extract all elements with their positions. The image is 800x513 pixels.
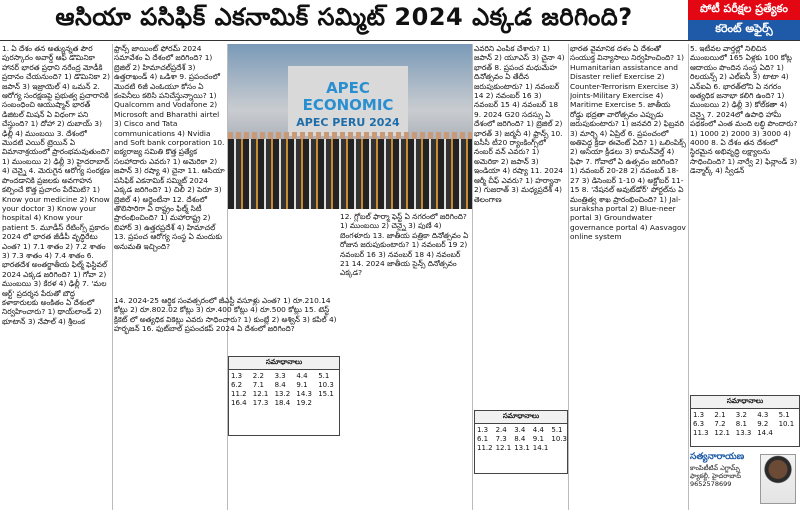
column-divider — [112, 44, 113, 510]
answer-item: 7.1 — [252, 381, 264, 389]
column-2-text: ఫ్రాన్స్ జాయింట్ ఫోరమ్ 2024 సమావేశం ఏ దేశంలో జరిగింది? 1) బ్రెజిల్ 2) హిమాచల్‌ప్రదేశ్ 3) ఉత్తరాఖండ్ 4) ఒడిశా 9. ప్రపంచంలో మొదటి 6జీ ఎంఓయూ కోసం ఏ కంపెనీలు కలిసి పనిచేస్తున్నాయి? 1) Qualcomm and Vodafone 2) Microsoft and Bharathi airtel 3) Cisco and Tata communications 4) Nvidia and Soft bank corporation 10. ఐక్యరాజ్య సమితి కొత్త ప్రత్యేక సలహాదారు ఎవరు? 1) అమెరికా 2) జపాన్ 3) రష్యా 4) చైనా 11. ఆసియా పసిఫిక్ ఎకనామిక్ సమ్మిట్ 2024 ఎక్కడ జరిగింది? 1) చిలీ 2) పెరూ 3) బ్రెజిల్ 4) అర్జెంటీనా 12. దేశంలో తొలిసారిగా ఏ రాష్ట్రం ఫిల్మ్ సిటీ ప్రారంభించింది? 1) మహారాష్ట్ర 2) బిహార్ 3) ఉత్తరప్రదేశ్ 4) హిమాచల్ 13. ప్రపంచ ఆరోగ్య సంస్థ ఏ మందుకు అనుమతి ఇచ్చింది? — [114, 44, 225, 251]
answer-item — [318, 399, 337, 407]
header-divider — [0, 40, 800, 41]
answer-item: 11.2 — [477, 444, 493, 452]
answer-item: 10.3 — [318, 381, 334, 389]
section-tag-primary: పోటీ పరీక్షల ప్రత్యేకం — [688, 0, 800, 20]
answer-item: 10.3 — [551, 435, 567, 443]
answers-box-2 — [474, 410, 568, 474]
answer-item: 10.1 — [778, 420, 795, 428]
answer-item: 18.4 — [274, 399, 291, 407]
answer-item: 13.1 — [514, 444, 530, 452]
banner-line2: ECONOMIC — [302, 96, 394, 114]
column-1-text: 1. ఏ దేశం తన అత్యున్నత పౌర పురస్కారం అవార్డ్ ఆఫ్ డొమినికా హానర్ భారత ప్రధాని నరేంద్ర మోడీకి ప్రదానం చేయనుంది? 1) డొమినికా 2) జపాన్ 3) ఇజ్రాయెల్ 4) ఒమన్ 2. ఆరోగ్య సంరక్షణపై ప్రభుత్వ ప్రచారానికి సంబంధించి ఆయుష్మాన్ భారత్ డిజిటల్ మిషన్ ఏ విధంగా పని చేస్తుంది? 1) దోహా 2) దుబాయ్ 3) ఢిల్లీ 4) ముంబయి 3. దేశంలో మొదటి ఎయిర్ ట్రెయిన్ ఏ విమానాశ్రయంలో ప్రారంభమవుతుంది? 1) ముంబయి 2) ఢిల్లీ 3) హైదరాబాద్ 4) చెన్నై 4. మెరుగైన ఆరోగ్య సంరక్షణ పొందడానికి ప్రజలకు అవగాహన కల్పించే కొత్త ప్రచారం పేరేమిటి? 1) Know your medicine 2) Know your doctor 3) Know your hospital 4) Know your patient 5. మూడీస్ రేటింగ్స్ ప్రకారం 2024 లో భారత జీడీపీ వృద్ధిరేటు ఎంత? 1) 7.1 శాతం 2) 7.2 శాతం 3) 7.3 శాతం 4) 7.4 శాతం 6. భారతదేశ అంతర్జాతీయ ఫిల్మ్ ఫెస్టివల్ 2024 ఎక్కడ జరిగింది? 1) గోవా 2) ముంబయి 3) కేరళ 4) ఢిల్లీ 7. 'మల ఆర్ట్' ప్రదర్శన పేరుతో బౌద్ధ కళాకారులకు అంకితం ఏ దేశంలో నిర్వహించారు? 1) థాయ్‌లాండ్ 2) భూటాన్ 3) నేపాల్ 4) శ్రీలంక — [2, 44, 110, 326]
answer-item: 15.1 — [318, 390, 334, 398]
answer-item: 1.3 — [477, 426, 489, 434]
answer-item: 9.2 — [757, 420, 769, 428]
column-2-lower-text: 14. 2024-25 ఆర్థిక సంవత్సరంలో జీఎస్టీ వసూళ్లు ఎంత? 1) రూ.210.14 కోట్లు 2) రూ.802.02 కోట్లు 3) రూ.400 కోట్లు 4) రూ.500 కోట్లు 15. టెస్ట్ క్రికెట్ లో అత్యధిక వికెట్లు ఎవరు సాధించారు? 1) కుంబ్లే 2) అశ్విన్ 3) కపిల్ 4) హర్భజన్ 16. ఫుట్‌బాల్ ప్రపంచకప్ 2024 ఏ దేశంలో జరిగింది? — [114, 296, 337, 334]
answer-item: 2.1 — [714, 411, 726, 419]
answer-item: 2.2 — [252, 372, 264, 380]
apec-banner — [288, 66, 408, 136]
answers-box-1 — [228, 356, 340, 436]
answer-item: 16.4 — [231, 399, 247, 407]
page-headline: ఆసియా పసిఫిక్ ఎకనామిక్ సమ్మిట్ 2024 ఎక్కడ జరిగింది? — [55, 3, 633, 31]
answer-item: 8.1 — [735, 420, 747, 428]
answer-item: 11.3 — [693, 429, 709, 437]
column-4-text: ఎవరిని ఎంపిక చేశారు? 1) జపాన్ 2) యూఎస్ 3) చైనా 4) భారత్ 8. ప్రపంచ మధుమేహ దినోత్సవం ఏ తేదీన జరుపుకుంటారు? 1) నవంబర్ 14 2) నవంబర్ 16 3) నవంబర్ 15 4) నవంబర్ 18 9. 2024 G20 సదస్సు ఏ దేశంలో జరిగింది? 1) బ్రెజిల్ 2) భారత్ 3) జర్మనీ 4) ఫ్రాన్స్ 10. ఐసీసీ టీ20 ర్యాంకింగ్స్‌లో నంబర్ వన్ ఎవరు? 1) అమెరికా 2) జపాన్ 3) ఇండియా 4) రష్యా 11. 2024 ఆర్మీ చీఫ్ ఎవరు? 1) హర్యానా 2) గుజరాత్ 3) మధ్యప్రదేశ్ 4) తెలంగాణ — [474, 44, 565, 204]
column-divider — [472, 44, 473, 510]
answer-item: 1.3 — [693, 411, 705, 419]
answer-item: 8.4 — [514, 435, 526, 443]
author-desc: కాంపిటీటివ్ ఎగ్జామ్స్ ఫ్యాకల్టీ, హైదరాబాద్ 9652578699 — [690, 464, 741, 488]
author-name: సత్యనారాయణ — [690, 452, 745, 462]
answers-grid — [475, 424, 567, 455]
answer-item: 4.4 — [296, 372, 308, 380]
answer-item: 6.1 — [477, 435, 489, 443]
answer-item — [551, 444, 567, 452]
answer-item: 5.1 — [551, 426, 563, 434]
answer-item: 12.1 — [714, 429, 730, 437]
answers-title: సమాధానాలు — [229, 357, 339, 370]
answer-item: 3.2 — [735, 411, 747, 419]
answer-item: 7.2 — [714, 420, 726, 428]
answer-item: 3.4 — [514, 426, 526, 434]
answer-item: 13.3 — [735, 429, 752, 437]
answer-item — [779, 429, 797, 437]
author-photo — [760, 454, 796, 504]
answer-item: 4.3 — [757, 411, 769, 419]
column-3-text: 12. గ్లోబల్ ఫార్మా ఫెస్ట్ ఏ నగరంలో జరిగింది? 1) ముంబయి 2) చెన్నై 3) పుణే 4) బెంగళూరు 13. జాతీయ పత్రికా దినోత్సవం ఏ రోజున జరుపుకుంటారు? 1) నవంబర్ 19 2) నవంబర్ 16 3) నవంబర్ 18 4) నవంబర్ 21 14. 2024 జాతీయ సైన్స్ దినోత్సవం ఎక్కడ? — [340, 212, 469, 278]
author-box — [690, 452, 798, 510]
answers-title: సమాధానాలు — [475, 411, 567, 424]
banner-sub: APEC PERU 2024 — [296, 116, 400, 129]
answer-item: 4.4 — [532, 426, 544, 434]
answer-item: 9.1 — [296, 381, 308, 389]
answers-grid — [691, 409, 799, 440]
answer-item: 9.1 — [532, 435, 544, 443]
answer-item: 5.1 — [318, 372, 330, 380]
section-tag-secondary: కరెంట్ అఫైర్స్ — [688, 20, 800, 40]
answers-title: సమాధానాలు — [691, 396, 799, 409]
answer-item: 19.2 — [296, 399, 312, 407]
apec-summit-photo — [228, 44, 472, 209]
answer-item: 13.2 — [274, 390, 291, 398]
answer-item: 1.3 — [231, 372, 243, 380]
answer-item: 3.3 — [274, 372, 286, 380]
column-divider — [688, 44, 689, 510]
answer-item: 12.1 — [495, 444, 512, 452]
answer-item: 2.4 — [495, 426, 507, 434]
answers-box-3 — [690, 395, 800, 447]
answer-item: 11.2 — [231, 390, 247, 398]
answers-grid — [229, 370, 339, 409]
answer-item: 17.3 — [252, 399, 269, 407]
answer-item: 14.3 — [296, 390, 312, 398]
column-5-text: భారత వైమానిక దళం ఏ దేశంతో సంయుక్త విన్యాసాలు నిర్వహించింది? 1) Humanitarian assistance and Disaster relief Exercise 2) Counter-Terrorism Exercise 3) Joints-Military Exercise 4) Maritime Exercise 5. జాతీయ రోడ్డు భద్రతా వారోత్సవం ఎప్పుడు జరుపుకుంటారు? 1) జనవరి 2) ఫిబ్రవరి 3) మార్చి 4) ఏప్రిల్ 6. ప్రపంచంలో అతిపెద్ద క్రీడా ఈవెంట్ ఏది? 1) ఒలింపిక్స్ 2) ఆసియా క్రీడలు 3) కామన్‌వెల్త్ 4) ఫిఫా 7. గోవాలో ఏ ఉత్సవం జరిగింది? 1) నవంబర్ 20-28 2) నవంబర్ 18-27 3) డిసెంబర్ 1-10 4) అక్టోబర్ 11-15 8. 'నేషనల్ అవుట్‌డోర్' పోర్టల్‌ను ఏ మంత్రిత్వ శాఖ ప్రారంభించింది? 1) Jal-suraksha portal 2) Blue-neer portal 3) Groundwater governance portal 4) Aasvagov online system — [570, 44, 686, 242]
answer-item: 12.1 — [252, 390, 269, 398]
leaders-group — [228, 139, 472, 209]
column-divider — [568, 44, 569, 510]
answer-item: 8.4 — [274, 381, 286, 389]
column-6-text: 5. ఇటీవల వార్తల్లో నిలిచిన ముంబయిలో 165 ఏళ్లకు 100 కోట్ల ఆదాయం పొందిన సంస్థ ఏది? 1) రిలయన్స్ 2) ఎల్ఐసీ 3) టాటా 4) ఎన్ఐఏ 6. భారత్‌లోని ఏ నగరం అత్యధిక జనాభా కలిగి ఉంది? 1) ముంబయి 2) ఢిల్లీ 3) కోల్‌కతా 4) చెన్నై 7. 2024లో ఉపాధి హామీ పథకంలో ఎంత మంది లబ్ధి పొందారు? 1) 1000 2) 2000 3) 3000 4) 4000 8. ఏ దేశం తన దేశంలో స్థిరమైన అభివృద్ధి లక్ష్యాలను సాధించింది? 1) నార్వే 2) ఫిన్లాండ్ 3) డెన్మార్క్ 4) స్వీడన్ — [690, 44, 798, 176]
answer-item: 14.1 — [532, 444, 549, 452]
banner-line1: APEC — [326, 79, 370, 97]
answer-item: 6.2 — [231, 381, 243, 389]
answer-item: 6.3 — [693, 420, 705, 428]
answer-item: 14.4 — [757, 429, 773, 437]
answer-item: 7.3 — [495, 435, 507, 443]
answer-item: 5.1 — [778, 411, 790, 419]
